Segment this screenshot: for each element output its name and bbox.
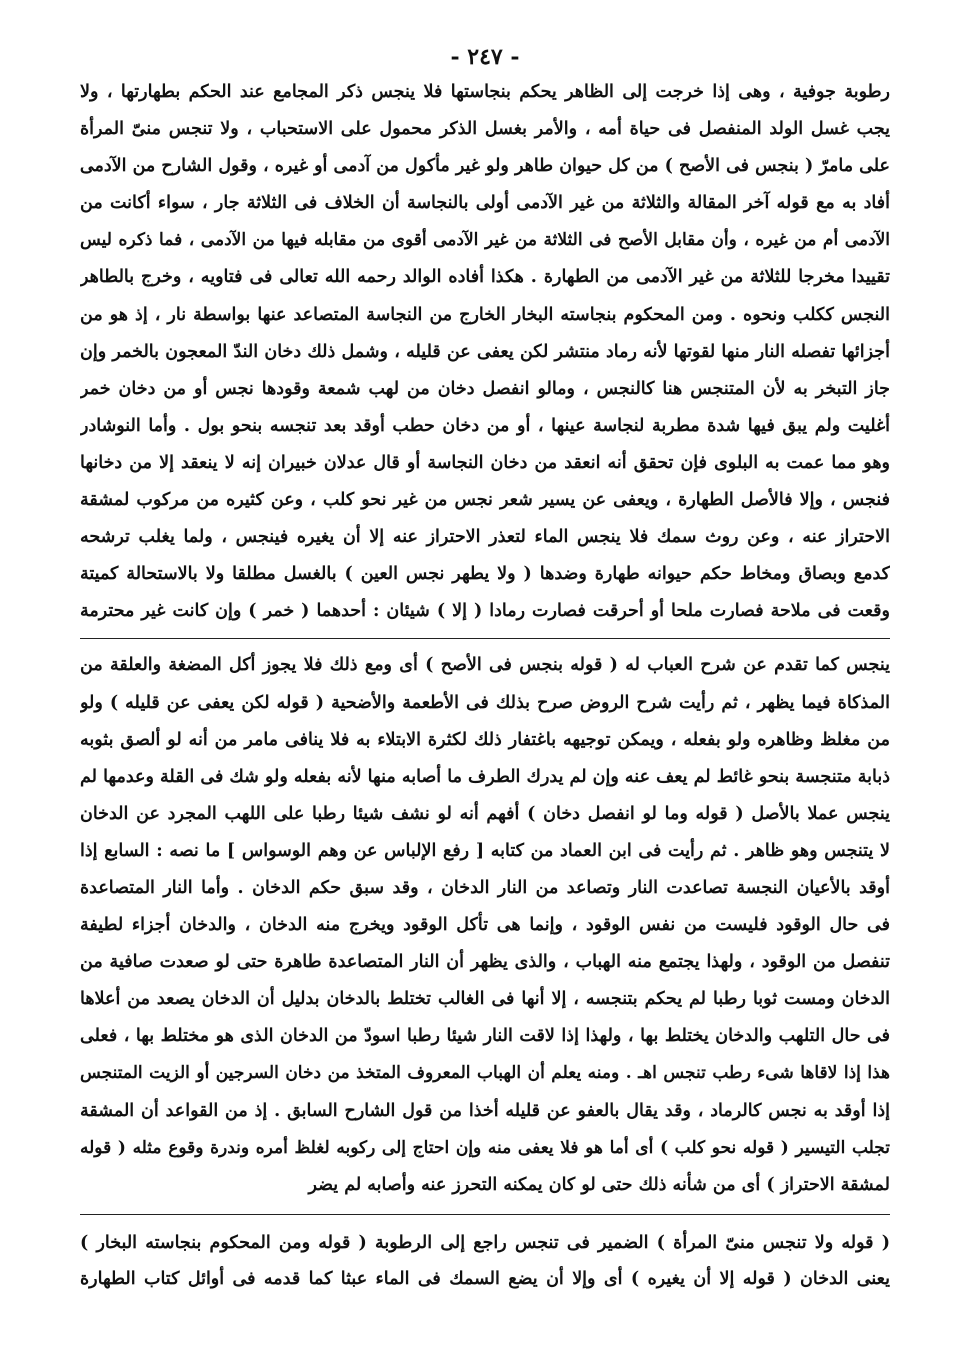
main-text-line: أجزائها تفصله النار منها لقوتها لأنه رماد منتشر لكن يعفى عن قليله ، وشمل ذلك دخان الندّ المعجون بالخمر وإن (80, 341, 890, 362)
footnote-line: من مغلظ وظاهره ولو بفعله ، ويمكن توجيهه باغتفار ذلك لكثرة الابتلاء به فلا ينافى مامر من أنه لو ألصق بثوبه (80, 729, 890, 750)
main-text-line: وقعت فى ملاحة فصارت ملحا أو أحرقت فصارت رمادا ( إلا ) شيئان : أحدهما ( خمر ) وإن كانت غير محترمة (80, 601, 890, 622)
footnote-commentary-1 (80, 647, 890, 1203)
footnote-commentary-2 (80, 1225, 890, 1297)
footnote-line: ( قوله ولا تنجس منىّ المرأة ) الضمير فى تنجس راجع إلى الرطوبة ( قوله ومن المحكوم بنجاسته البخار ) (80, 1232, 890, 1253)
footnote-line: فى حال التلهب والدخان يختلط بها ، ولهذا إذا لاقت النار شيئا رطبا اسودّ من الدخان الذى هو مختلط بها ، فعلى (80, 1026, 890, 1047)
page-number: - ٢٤٧ - (450, 44, 520, 70)
footnote-divider (80, 638, 890, 639)
main-text-line: أفاد به مع قوله آخر المقالة والثلاثة من غير الآدمى أولى بالنجاسة أن الخلاف فى الثلاثة جار ، سواء أكانت من (80, 193, 890, 214)
main-text-line: على مامرّ ( بنجس فى الأصح ) من كل حيوان طاهر ولو غير مأكول من آدمى أو غيره ، وقول الشارح من الآدمى (80, 156, 890, 177)
footnote-line: إذا أوقد به نجس كالرماد ، وقد يقال بالعفو عن قليله أخذا من قول الشارح السابق . إذ من القواعد أن المشقة (80, 1100, 890, 1121)
footnote-line: تنفصل من الوقود ، ولهذا يجتمع منه الهباب ، والذى يظهر أن النار المتصاعدة طاهرة حتى لو صعدت صافية من (80, 952, 890, 973)
main-text-line: رطوبة جوفية ، وهى إذا خرجت إلى الظاهر يحكم بنجاستها فلا ينجس ذكر المجامع عند الحكم بطهارتها ، ولا (80, 82, 890, 102)
footnote-line: يعنى الدخان ( قوله إلا أن يغيره ) أى وإلا أن يضع السمك فى الماء عبثا كما قدمه فى أوائل كتاب الطهارة (80, 1268, 890, 1289)
footnote-line: أوقد بالأعيان النجسة تصاعدت النار وتصاعد من النار الدخان ، وقد سبق حكم الدخان . وأما النار المتصاعدة (80, 877, 890, 898)
main-text-line: وهو مما عمت به البلوى فإن تحقق أنه انعقد من دخان النجاسة أو قال عدلان خبيران إنه لا ينعقد إلا من دخانها (80, 452, 890, 473)
main-text-line: كدمع وبصاق ومخاط حكم حيوانه طهارة وضدها ( ولا يطهر نجس العين ) بالغسل مطلقا ولا بالاستحالة كميتة (80, 564, 890, 585)
main-text-line: الآدمى أم من غيره ، وأن مقابل الأصح فى الثلاثة من غير الآدمى أقوى من مقابله فيها من الآدمى ، فما ذكره ليس (80, 230, 890, 251)
main-text-line: أغليت ولم يبق فيها شدة مطربة لنجاسة عينها ، أو من دخان حطب أوقد بعد تنجسه بنحو بول . وأما النوشادر (80, 415, 890, 436)
footnote-line: هذا إذا لاقاها شىء رطب تنجس اهـ . ومنه يعلم أن الهباب المعروف المتخذ من دخان السرجين أو الزيت المتنجس (80, 1063, 890, 1084)
footnote-line: ينجس عملا بالأصل ( قوله وما لو انفصل دخان ) أفهم أنه لو نشف شيئا رطبا على اللهب المجرد عن الدخان (80, 803, 890, 824)
main-text-line: جاز التبخر به لأن المتنجس هنا كالنجس ، ومالو انفصل دخان من لهب شمعة وقودها نجس أو من دخان خمر (80, 378, 890, 399)
footnote-line: الدخان ومست ثوبا رطبا لم يحكم بتنجسه ، إلا أنها فى الغالب تختلط بالدخان بدليل أن الدخان يصعد من أعلاها (80, 989, 890, 1010)
main-text-line: النجس ككلب ونحوه . ومن المحكوم بنجاسته البخار الخارج من النجاسة المتصاعد عنها بواسطة نار ، إذ هو من (80, 304, 890, 325)
footnote-line: فى حال الوقود فليست من نفس الوقود ، وإنما هى تأكل الوقود ويخرج منه الدخان ، والدخان أجزاء لطيفة (80, 915, 890, 936)
main-text-line: فنجس ، وإلا فالأصل الطهارة ، ويعفى عن يسير شعر نجس من غير نحو كلب ، وعن كثيره من مركوب لمشقة (80, 490, 890, 511)
main-text-line: تقييدا مخرجا للثلاثة من غير الآدمى من الطهارة . هكذا أفاده الوالد رحمه الله تعالى فى فتاويه ، وخرج بالطاهر (80, 267, 890, 288)
main-text (80, 74, 890, 630)
footnote-divider (80, 1214, 890, 1215)
footnote-line: لمشقة الاحتراز ) أى من شأنه ذلك حتى لو كان يمكنه التحرز عنه وأصابه لم يضر (308, 1174, 890, 1195)
footnote-line: ينجس كما تقدم عن شرح العباب له ( قوله بنجس فى الأصح ) أى ومع ذلك فلا يجوز أكل المضغة والعلقة من (80, 655, 890, 676)
footnote-line: ذبابة متنجسة بنحو غائط لم يعف عنه وإن لم يدرك الطرف ما أصابه منها لأنه بفعله ولو شك فى القلة وعدمها لم (80, 766, 890, 787)
footnote-line: المذكاة فيما يظهر ، ثم رأيت شرح الروض صرح بذلك فى الأطعمة والأضحية ( قوله لكن يعفى عن قليله ) ولو (80, 692, 890, 713)
main-text-line: الاحتراز عنه ، وعن روث سمك فلا ينجس الماء لتعذر الاحتراز عنه إلا أن يغيره فينجس ، ولما يغلب ترشحه (80, 527, 890, 548)
footnote-line: تجلب التيسير ( قوله نحو كلب ) أى أما هو فلا يعفى منه وإن احتاج إلى ركوبه لغلظ أمره وندرة وقوع مثله ( قوله (80, 1137, 890, 1158)
main-text-line: يجب غسل الولد المنفصل فى حياة أمه ، والأمر بغسل الذكر محمول على الاستحباب ، ولا تنجس منىّ المرأة (80, 119, 890, 140)
footnote-line: لا يتنجس وهو ظاهر . ثم رأيت فى ابن العماد من كتابه [ رفع الإلباس عن وهم الوسواس ] ما نصه : السابع إذا (80, 840, 890, 861)
